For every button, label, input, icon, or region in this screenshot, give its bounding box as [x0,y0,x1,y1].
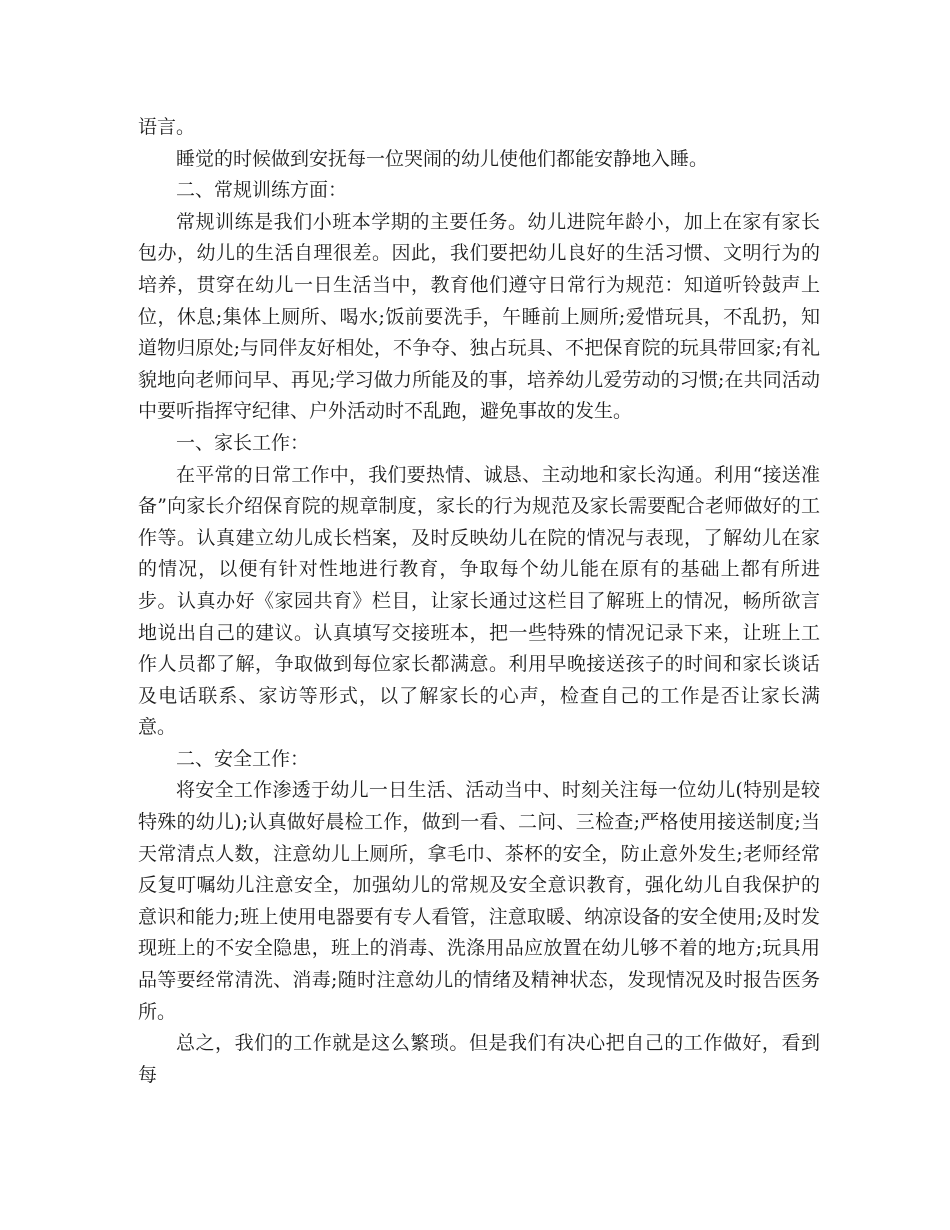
paragraph-routine-training: 常规训练是我们小班本学期的主要任务。幼儿进院年龄小，加上在家有家长包办，幼儿的生活自理很差。因此，我们要把幼儿良好的生活习惯、文明行为的培养，贯穿在幼儿一日生活当中，教育他们遵守日常行为规范：知道听铃鼓声上位，休息;集体上厕所、喝水;饭前要洗手，午睡前上厕所;爱惜玩具，不乱扔，知道物归原处;与同伴友好相处，不争夺、独占玩具、不把保育院的玩具带回家;有礼貌地向老师问早、再见;学习做力所能及的事，培养幼儿爱劳动的习惯;在共同活动中要听指挥守纪律、户外活动时不乱跑，避免事故的发生。 [138,210,820,423]
paragraph-parent-work: 在平常的日常工作中，我们要热情、诚恳、主动地和家长沟通。利用“接送准备”向家长介绍保育院的规章制度，家长的行为规范及家长需要配合老师做好的工作等。认真建立幼儿成长档案，及时反映幼儿在院的情况与表现，了解幼儿在家的情况，以便有针对性地进行教育，争取每个幼儿能在原有的基础上都有所进步。认真办好《家园共育》栏目，让家长通过这栏目了解班上的情况，畅所欲言地说出自己的建议。认真填写交接班本，把一些特殊的情况记录下来，让班上工作人员都了解，争取做到每位家长都满意。利用早晚接送孩子的时间和家长谈话及电话联系、家访等形式，以了解家长的心声，检查自己的工作是否让家长满意。 [138,463,820,739]
document-body [138,112,820,1091]
paragraph-1: 语言。 [138,116,196,138]
paragraph-2: 睡觉的时候做到安抚每一位哭闹的幼儿使他们都能安静地入睡。 [176,147,709,170]
section-heading-safety-work: 二、安全工作： [176,747,310,770]
paragraph-conclusion: 总之，我们的工作就是这么繁琐。但是我们有决心把自己的工作做好，看到每 [138,1032,820,1086]
section-heading-parent-work: 一、家长工作： [176,431,310,454]
section-heading-routine-training: 二、常规训练方面： [176,179,348,202]
paragraph-safety-work: 将安全工作渗透于幼儿一日生活、活动当中、时刻关注每一位幼儿(特别是较特殊的幼儿);认真做好晨检工作，做到一看、二问、三检查;严格使用接送制度;当天常清点人数，注意幼儿上厕所，拿毛巾、茶杯的安全，防止意外发生;老师经常反复叮嘱幼儿注意安全，加强幼儿的常规及安全意识教育，强化幼儿自我保护的意识和能力;班上使用电器要有专人看管，注意取暖、纳凉设备的安全使用;及时发现班上的不安全隐患，班上的消毒、洗涤用品应放置在幼儿够不着的地方;玩具用品等要经常清洗、消毒;随时注意幼儿的情绪及精神状态，发现情况及时报告医务所。 [138,779,820,1023]
